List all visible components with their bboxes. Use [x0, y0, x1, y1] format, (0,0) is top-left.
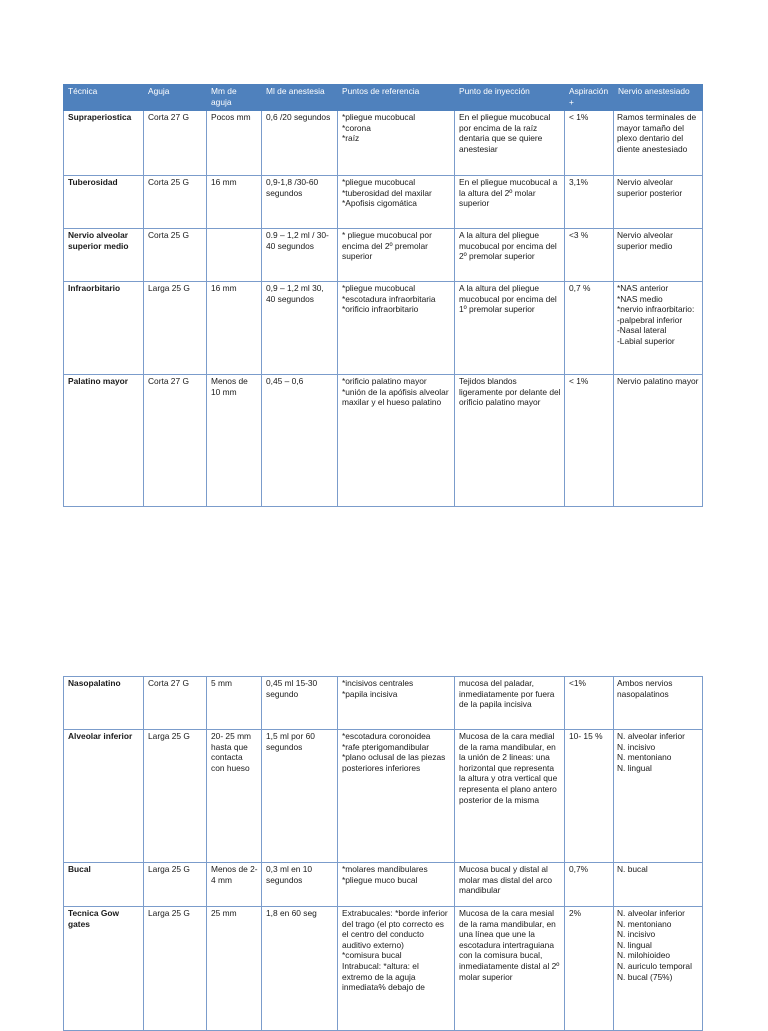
puntos-line: *molares mandibulares	[342, 864, 428, 874]
cell-puntos	[338, 863, 455, 907]
nervio-line: N. incisivo	[617, 929, 656, 940]
cell-ml: 0,3 ml en 10 segundos	[262, 863, 338, 907]
cell-aspiracion: 0,7 %	[565, 282, 614, 375]
cell-puntos	[338, 229, 455, 282]
cell-tecnica: Infraorbitario	[64, 282, 144, 375]
header-tecnica: Técnica	[64, 85, 144, 111]
cell-nervio	[614, 677, 703, 730]
cell-mm	[207, 229, 262, 282]
puntos-line: *plano oclusal de las piezas posteriores inferiores	[342, 752, 446, 773]
cell-ml: 0,9 – 1,2 ml 30, 40 segundos	[262, 282, 338, 375]
cell-aguja: Larga 25 G	[144, 282, 207, 375]
cell-ml: 1,5 ml por 60 segundos	[262, 730, 338, 863]
cell-tecnica: Tecnica Gow gates	[64, 907, 144, 1031]
cell-mm: Pocos mm	[207, 111, 262, 176]
nervio-line: *nervio infraorbitario:	[617, 304, 695, 315]
cell-puntos	[338, 111, 455, 176]
cell-aspiracion: <1%	[565, 677, 614, 730]
table-row	[64, 677, 703, 730]
cell-ml: 0,6 /20 segundos	[262, 111, 338, 176]
header-puntos: Puntos de referencia	[338, 85, 455, 111]
puntos-line: *pliegue muco bucal	[342, 874, 418, 885]
puntos-line: * pliegue mucobucal por encima del 2º premolar superior	[342, 230, 432, 262]
cell-aguja: Larga 25 G	[144, 863, 207, 907]
cell-puntos	[338, 375, 455, 507]
cell-tecnica: Palatino mayor	[64, 375, 144, 507]
cell-aspiracion: 10- 15 %	[565, 730, 614, 863]
header-aspiracion: Aspiración +	[565, 85, 614, 111]
cell-ml: 0,45 ml 15-30 segundo	[262, 677, 338, 730]
cell-nervio	[614, 176, 703, 229]
puntos-line: *tuberosidad del maxilar	[342, 187, 432, 198]
cell-mm: Menos de 2-4 mm	[207, 863, 262, 907]
cell-mm: 5 mm	[207, 677, 262, 730]
nervio-line: -Labial superior	[617, 335, 675, 346]
anesthesia-techniques-table-2	[63, 676, 703, 1031]
cell-mm: 16 mm	[207, 176, 262, 229]
table-row	[64, 863, 703, 907]
puntos-line: *orificio infraorbitario	[342, 304, 419, 315]
cell-mm: Menos de 10 mm	[207, 375, 262, 507]
cell-aguja: Larga 25 G	[144, 730, 207, 863]
cell-inyeccion: Mucosa de la cara medial de la rama mandibular, en la unión de 2 lineas: una horizontal que representa la altura y otra vertical que representa el plano antero posterior de la misma	[455, 730, 565, 863]
cell-aguja: Corta 25 G	[144, 229, 207, 282]
header-inyeccion: Punto de inyección	[455, 85, 565, 111]
nervio-line: Ambos nervios nasopalatinos	[617, 678, 673, 699]
cell-inyeccion: Mucosa bucal y distal al molar mas distal del arco mandibular	[455, 863, 565, 907]
cell-mm: 25 mm	[207, 907, 262, 1031]
cell-aguja: Corta 27 G	[144, 375, 207, 507]
cell-nervio	[614, 229, 703, 282]
table-row	[64, 907, 703, 1031]
nervio-line: -palpebral inferior	[617, 314, 683, 325]
puntos-line: *pliegue mucobucal	[342, 177, 416, 187]
cell-inyeccion: Tejidos blandos ligeramente por delante del orificio palatino mayor	[455, 375, 565, 507]
nervio-line: N. alveolar inferior	[617, 731, 685, 741]
puntos-line: Extrabucales: *borde inferior del trago (el pto correcto es el centro del conducto auditivo externo)	[342, 908, 448, 950]
cell-aguja: Corta 25 G	[144, 176, 207, 229]
table-row	[64, 730, 703, 863]
nervio-line: *NAS anterior	[617, 283, 669, 293]
table-header-row	[64, 85, 703, 111]
cell-nervio	[614, 375, 703, 507]
nervio-line: Nervio alveolar superior posterior	[617, 177, 683, 198]
cell-tecnica: Bucal	[64, 863, 144, 907]
cell-tecnica: Nasopalatino	[64, 677, 144, 730]
puntos-line: *corona	[342, 122, 371, 133]
cell-inyeccion: En el pliegue mucobucal por encima de la raíz dentaria que se quiere anestesiar	[455, 111, 565, 176]
nervio-line: N. mentoniano	[617, 752, 672, 763]
cell-puntos	[338, 282, 455, 375]
cell-aspiracion: <3 %	[565, 229, 614, 282]
cell-tecnica: Nervio alveolar superior medio	[64, 229, 144, 282]
nervio-line: Nervio palatino mayor	[617, 376, 699, 386]
anesthesia-techniques-table-1	[63, 84, 703, 507]
puntos-line: *raíz	[342, 133, 360, 144]
cell-ml: 0.9 – 1,2 ml / 30-40 segundos	[262, 229, 338, 282]
nervio-line: N. auriculo temporal	[617, 960, 692, 971]
nervio-line: N. mentoniano	[617, 918, 672, 929]
cell-tecnica: Tuberosidad	[64, 176, 144, 229]
header-aguja: Aguja	[144, 85, 207, 111]
puntos-line: *unión de la apófisis alveolar maxilar y el hueso palatino	[342, 386, 449, 408]
table-row	[64, 111, 703, 176]
cell-puntos	[338, 176, 455, 229]
puntos-line: *pliegue mucobucal	[342, 112, 416, 122]
cell-nervio	[614, 863, 703, 907]
table-row	[64, 375, 703, 507]
nervio-line: N. milohioideo	[617, 950, 671, 961]
cell-aspiracion: < 1%	[565, 111, 614, 176]
header-ml: Ml de anestesia	[262, 85, 338, 111]
cell-mm: 20- 25 mm hasta que contacta con hueso	[207, 730, 262, 863]
nervio-line: Ramos terminales de mayor tamaño del plexo dentario del diente anestesiado	[617, 112, 697, 154]
puntos-line: *escotadura coronoidea	[342, 731, 431, 741]
puntos-line: *orificio palatino mayor	[342, 376, 427, 386]
nervio-line: *NAS medio	[617, 293, 663, 304]
cell-aspiracion: 3,1%	[565, 176, 614, 229]
cell-nervio	[614, 282, 703, 375]
cell-nervio	[614, 730, 703, 863]
puntos-line: *incisivos centrales	[342, 678, 414, 688]
cell-inyeccion: A la altura del pliegue mucobucal por encima del 2º premolar superior	[455, 229, 565, 282]
puntos-line: *papila incisiva	[342, 688, 398, 699]
puntos-line: *escotadura infraorbitaria	[342, 293, 436, 304]
cell-ml: 1,8 en 60 seg	[262, 907, 338, 1031]
cell-ml: 0,9-1,8 /30-60 segundos	[262, 176, 338, 229]
nervio-line: N. alveolar inferior	[617, 908, 685, 918]
table-row	[64, 176, 703, 229]
cell-aguja: Corta 27 G	[144, 111, 207, 176]
nervio-line: N. incisivo	[617, 741, 656, 752]
cell-puntos	[338, 730, 455, 863]
puntos-line: *rafe pterigomandibular	[342, 741, 430, 752]
cell-puntos	[338, 907, 455, 1031]
cell-tecnica: Alveolar inferior	[64, 730, 144, 863]
cell-aguja: Corta 27 G	[144, 677, 207, 730]
cell-nervio	[614, 907, 703, 1031]
cell-inyeccion: A la altura del pliegue mucobucal por encima del 1º premolar superior	[455, 282, 565, 375]
cell-inyeccion: En el pliegue mucobucal a la altura del 2º molar superior	[455, 176, 565, 229]
nervio-line: N. bucal (75%)	[617, 971, 673, 982]
cell-inyeccion: Mucosa de la cara mesial de la rama mandibular, en una línea que une la escotadura intertraguiana con la comisura bucal, inmediatamente distal al 2º molar superior	[455, 907, 565, 1031]
header-mm: Mm de aguja	[207, 85, 262, 111]
puntos-line: *comisura bucal	[342, 950, 402, 961]
table-row	[64, 282, 703, 375]
nervio-line: Nervio alveolar superior medio	[617, 230, 673, 251]
cell-mm: 16 mm	[207, 282, 262, 375]
cell-aspiracion: 2%	[565, 907, 614, 1031]
nervio-line: N. bucal	[617, 864, 648, 874]
table-row	[64, 229, 703, 282]
cell-aspiracion: < 1%	[565, 375, 614, 507]
nervio-line: -Nasal lateral	[617, 325, 667, 336]
cell-nervio	[614, 111, 703, 176]
nervio-line: N. lingual	[617, 939, 652, 950]
cell-puntos	[338, 677, 455, 730]
header-nervio: Nervio anestesiado	[614, 85, 703, 111]
puntos-line: Intrabucal: *altura: el extremo de la aguja inmediata% debajo de	[342, 960, 425, 993]
cell-ml: 0,45 – 0,6	[262, 375, 338, 507]
puntos-line: *Apofisis cigomática	[342, 198, 417, 209]
cell-tecnica: Supraperiostica	[64, 111, 144, 176]
cell-aspiracion: 0,7%	[565, 863, 614, 907]
cell-aguja: Larga 25 G	[144, 907, 207, 1031]
nervio-line: N. lingual	[617, 762, 652, 773]
puntos-line: *pliegue mucobucal	[342, 283, 416, 293]
cell-inyeccion: mucosa del paladar, inmediatamente por fuera de la papila incisiva	[455, 677, 565, 730]
